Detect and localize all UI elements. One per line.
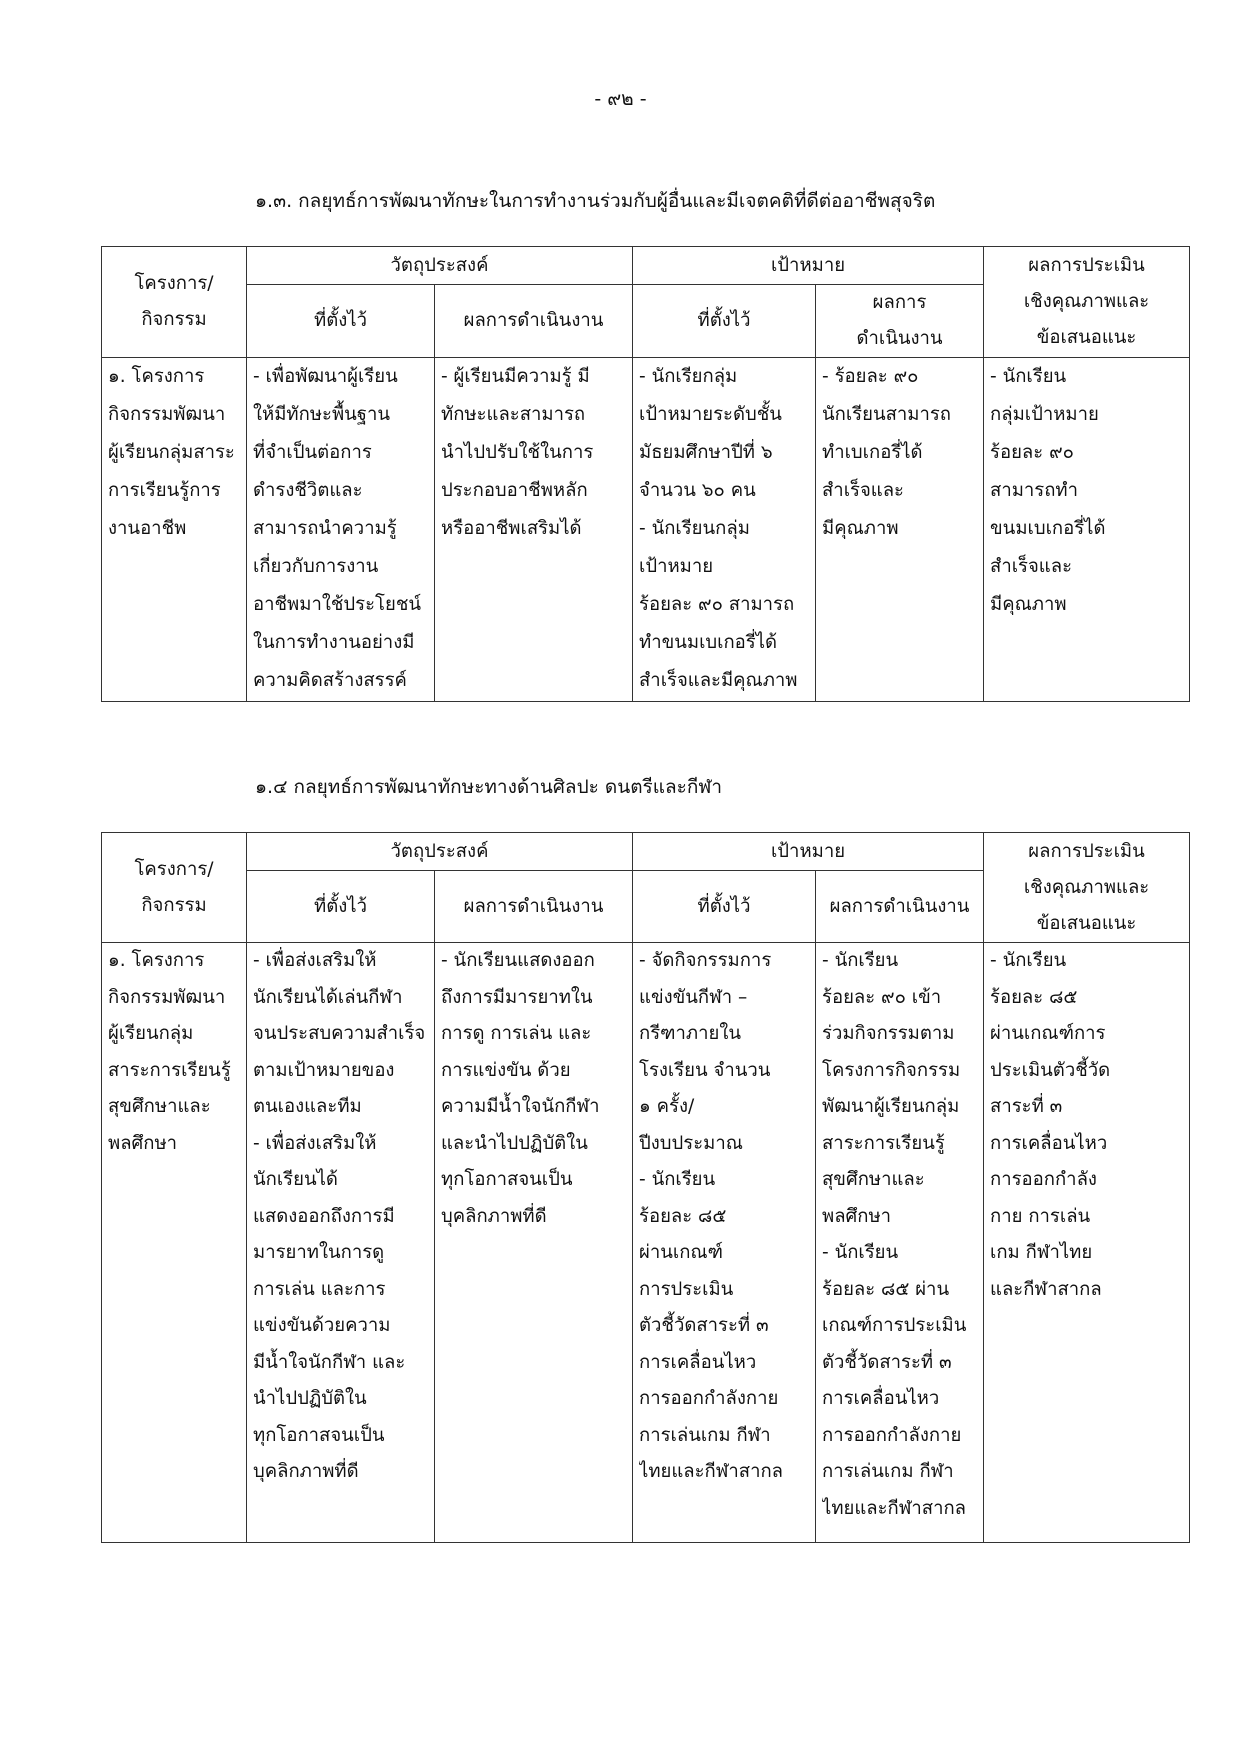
cell-line: สามารถนำความรู้ xyxy=(253,518,397,539)
cell-line: นำไปปฏิบัติใน xyxy=(253,1388,367,1409)
cell-line: สาระการเรียนรู้ xyxy=(108,1059,231,1081)
cell-line: ๑ ครั้ง/ xyxy=(639,1096,695,1117)
cell-line: - นักเรียกลุ่ม xyxy=(639,366,738,387)
strategy-table-1-4 xyxy=(101,832,1190,1543)
cell-line: - นักเรียน xyxy=(990,366,1067,387)
cell-line: การดู การเล่น และ xyxy=(441,1023,592,1044)
cell-line: กลุ่มเป้าหมาย xyxy=(990,404,1099,425)
cell-line: อาชีพมาใช้ประโยชน์ xyxy=(253,594,422,615)
cell-line: - เพื่อส่งเสริมให้ xyxy=(253,1132,377,1154)
cell-line: มัธยมศึกษาปีที่ ๖ xyxy=(639,442,773,463)
cell-line: การเรียนรู้การ xyxy=(108,480,221,501)
cell-line: ความมีน้ำใจนักกีฬา xyxy=(441,1096,600,1117)
cell-line: เป้าหมายระดับชั้น xyxy=(639,404,782,425)
cell-line: พลศึกษา xyxy=(822,1205,892,1227)
cell-objective-set xyxy=(247,943,435,1543)
cell-line: การเล่น และการ xyxy=(253,1278,386,1300)
cell-line: การออกกำลังกาย xyxy=(822,1424,962,1446)
header-objective-result: ผลการดำเนินงาน xyxy=(435,871,633,943)
cell-target-result xyxy=(816,358,984,702)
cell-line: ร้อยละ ๘๕ xyxy=(639,1205,727,1227)
cell-line: ทักษะและสามารถ xyxy=(441,404,586,425)
cell-line: จำนวน ๖๐ คน xyxy=(639,480,756,501)
cell-line: ร้อยละ ๙๐ เข้า xyxy=(822,986,942,1008)
cell-line: การเคลื่อนไหว xyxy=(990,1132,1108,1154)
cell-line: แข่งขันด้วยความ xyxy=(253,1315,391,1336)
cell-objective-result xyxy=(435,358,633,702)
cell-line: ทุกโอกาสจนเป็น xyxy=(253,1424,385,1446)
header-project xyxy=(102,247,247,358)
cell-line: การเคลื่อนไหว xyxy=(822,1388,940,1409)
cell-objective-result xyxy=(435,943,633,1543)
cell-line: ทำขนมเบเกอรี่ได้ xyxy=(639,632,778,653)
cell-line: การแข่งขัน ด้วย xyxy=(441,1059,571,1081)
cell-line: กาย การเล่น xyxy=(990,1205,1091,1227)
cell-line: และกีฬาสากล xyxy=(990,1278,1102,1300)
cell-line: ผู้เรียนกลุ่มสาระ xyxy=(108,442,235,463)
section-heading-1-3: ๑.๓. กลยุทธ์การพัฒนาทักษะในการทำงานร่วมกับผู้อื่นและมีเจตคติที่ดีต่ออาชีพสุจริต xyxy=(255,190,936,212)
cell-line: สำเร็จและมีคุณภาพ xyxy=(639,670,798,691)
cell-line: ๑. โครงการ xyxy=(108,366,205,387)
section-heading-1-4: ๑.๔ กลยุทธ์การพัฒนาทักษะทางด้านศิลปะ ดนตรีและกีฬา xyxy=(255,776,723,798)
cell-line: หรืออาชีพเสริมได้ xyxy=(441,518,582,539)
cell-line: สำเร็จและ xyxy=(990,556,1073,577)
cell-line: ให้มีทักษะพื้นฐาน xyxy=(253,404,391,425)
cell-line: ประกอบอาชีพหลัก xyxy=(441,480,588,501)
cell-project xyxy=(102,943,247,1543)
header-evaluation xyxy=(984,247,1190,358)
cell-line: ผลการประเมิน xyxy=(1028,840,1145,862)
cell-line: กิจกรรม xyxy=(141,309,207,330)
cell-line: สุขศึกษาและ xyxy=(822,1169,925,1190)
cell-line: - ร้อยละ ๙๐ xyxy=(822,366,919,387)
cell-line: - นักเรียน xyxy=(822,950,899,971)
header-target-result xyxy=(816,285,984,358)
cell-line: ตัวชี้วัดสาระที่ ๓ xyxy=(639,1315,769,1336)
cell-line: สำเร็จและ xyxy=(822,480,904,501)
cell-line: มีน้ำใจนักกีฬา และ xyxy=(253,1351,406,1373)
cell-line: - เพื่อพัฒนาผู้เรียน xyxy=(253,366,398,387)
page-number: - ๙๒ - xyxy=(594,88,647,110)
cell-objective-set xyxy=(247,358,435,702)
cell-line: การเล่นเกม กีฬา xyxy=(822,1461,954,1482)
cell-line: แสดงออกถึงการมี xyxy=(253,1205,395,1227)
cell-line: แข่งขันกีฬา – xyxy=(639,986,748,1008)
cell-line: นำไปปรับใช้ในการ xyxy=(441,442,594,463)
cell-line: สาระที่ ๓ xyxy=(990,1096,1063,1117)
cell-line: กรีฑาภายใน xyxy=(639,1023,742,1044)
cell-line: ร้อยละ ๘๕ ผ่าน xyxy=(822,1278,950,1300)
cell-line: โรงเรียน จำนวน xyxy=(639,1059,771,1081)
header-objective-set: ที่ตั้งไว้ xyxy=(247,871,435,943)
cell-target-set xyxy=(633,943,816,1543)
cell-line: ร่วมกิจกรรมตาม xyxy=(822,1023,955,1044)
cell-line: - นักเรียนแสดงออก xyxy=(441,950,595,971)
cell-line: ในการทำงานอย่างมี xyxy=(253,632,415,653)
cell-evaluation xyxy=(984,358,1190,702)
cell-line: มารยาทในการดู xyxy=(253,1242,385,1263)
cell-line: เกณฑ์การประเมิน xyxy=(822,1315,967,1336)
cell-line: นักเรียนสามารถ xyxy=(822,404,952,425)
cell-line: งานอาชีพ xyxy=(108,518,187,539)
cell-line: ตามเป้าหมายของ xyxy=(253,1059,395,1081)
cell-line: ขนมเบเกอรี่ได้ xyxy=(990,518,1106,539)
cell-line: การออกกำลัง xyxy=(990,1169,1097,1190)
cell-line: การออกกำลังกาย xyxy=(639,1388,779,1409)
cell-line: โครงการ/ xyxy=(134,273,214,294)
header-target-set: ที่ตั้งไว้ xyxy=(633,871,816,943)
cell-line: ไทยและกีฬาสากล xyxy=(639,1461,784,1482)
header-objective-result: ผลการดำเนินงาน xyxy=(435,285,633,358)
cell-line: - จัดกิจกรรมการ xyxy=(639,950,772,971)
cell-line: ข้อเสนอแนะ xyxy=(1036,912,1137,934)
cell-line: ไทยและกีฬาสากล xyxy=(822,1497,967,1519)
cell-line: กิจกรรมพัฒนา xyxy=(108,986,226,1008)
cell-line: ปีงบประมาณ xyxy=(639,1132,743,1154)
cell-line: ร้อยละ ๙๐ xyxy=(990,442,1074,463)
cell-line: - นักเรียน xyxy=(990,950,1067,971)
cell-line: เป้าหมาย xyxy=(639,556,714,577)
cell-line: เชิงคุณภาพและ xyxy=(1023,291,1150,312)
cell-line: - เพื่อส่งเสริมให้ xyxy=(253,950,377,971)
cell-line: ตนเองและทีม xyxy=(253,1096,362,1117)
cell-line: ดำรงชีวิตและ xyxy=(253,480,363,501)
cell-line: ผลการประเมิน xyxy=(1028,255,1145,276)
cell-line: นักเรียนได้เล่นกีฬา xyxy=(253,986,403,1008)
cell-line: บุคลิกภาพที่ดี xyxy=(253,1461,359,1482)
cell-line: และนำไปปฏิบัติใน xyxy=(441,1132,588,1154)
cell-project xyxy=(102,358,247,702)
cell-line: ประเมินตัวชี้วัด xyxy=(990,1059,1111,1081)
strategy-table-1-3 xyxy=(101,246,1190,702)
cell-line: ผ่านเกณฑ์การ xyxy=(990,1023,1106,1044)
cell-line: ๑. โครงการ xyxy=(108,950,205,971)
cell-line: การเล่นเกม กีฬา xyxy=(639,1424,771,1446)
cell-line: การประเมิน xyxy=(639,1278,734,1300)
cell-target-set xyxy=(633,358,816,702)
cell-line: เกม กีฬาไทย xyxy=(990,1242,1093,1263)
header-target: เป้าหมาย xyxy=(633,247,984,285)
cell-line: กิจกรรม xyxy=(141,894,207,916)
cell-line: ทุกโอกาสจนเป็น xyxy=(441,1169,573,1190)
cell-line: ผลการ xyxy=(872,292,927,313)
cell-line: - นักเรียน xyxy=(822,1242,899,1263)
header-objective-set: ที่ตั้งไว้ xyxy=(247,285,435,358)
cell-line: จนประสบความสำเร็จ xyxy=(253,1023,426,1044)
header-target-set: ที่ตั้งไว้ xyxy=(633,285,816,358)
cell-line: สามารถทำ xyxy=(990,480,1079,501)
cell-line: ร้อยละ ๙๐ สามารถ xyxy=(639,594,795,615)
cell-line: บุคลิกภาพที่ดี xyxy=(441,1205,547,1227)
cell-line: ทำเบเกอรี่ได้ xyxy=(822,442,923,463)
header-target: เป้าหมาย xyxy=(633,833,984,871)
cell-line: พลศึกษา xyxy=(108,1132,178,1154)
cell-line: โครงการกิจกรรม xyxy=(822,1059,961,1081)
cell-target-result xyxy=(816,943,984,1543)
cell-line: ร้อยละ ๘๕ xyxy=(990,986,1078,1008)
cell-line: - ผู้เรียนมีความรู้ มี xyxy=(441,366,590,387)
cell-line: นักเรียนได้ xyxy=(253,1169,338,1190)
cell-line: ความคิดสร้างสรรค์ xyxy=(253,670,407,691)
cell-line: ดำเนินงาน xyxy=(856,328,943,349)
cell-line: - นักเรียนกลุ่ม xyxy=(639,518,750,539)
cell-line: เกี่ยวกับการงาน xyxy=(253,556,379,577)
cell-line: การเคลื่อนไหว xyxy=(639,1351,757,1373)
cell-line: มีคุณภาพ xyxy=(990,594,1067,615)
cell-line: ตัวชี้วัดสาระที่ ๓ xyxy=(822,1351,952,1373)
cell-line: เชิงคุณภาพและ xyxy=(1023,876,1150,898)
cell-line: โครงการ/ xyxy=(134,858,214,880)
cell-line: ผู้เรียนกลุ่ม xyxy=(108,1023,194,1044)
header-target-result: ผลการดำเนินงาน xyxy=(816,871,984,943)
header-evaluation xyxy=(984,833,1190,943)
cell-line: ผ่านเกณฑ์ xyxy=(639,1242,723,1263)
cell-line: ถึงการมีมารยาทใน xyxy=(441,986,593,1008)
cell-line: กิจกรรมพัฒนา xyxy=(108,404,226,425)
cell-line: สาระการเรียนรู้ xyxy=(822,1132,945,1154)
cell-line: พัฒนาผู้เรียนกลุ่ม xyxy=(822,1096,960,1117)
header-objective: วัตถุประสงค์ xyxy=(247,247,633,285)
cell-line: ข้อเสนอแนะ xyxy=(1036,327,1137,348)
cell-line: สุขศึกษาและ xyxy=(108,1096,211,1117)
cell-line: มีคุณภาพ xyxy=(822,518,899,539)
cell-evaluation xyxy=(984,943,1190,1543)
header-project xyxy=(102,833,247,943)
header-objective: วัตถุประสงค์ xyxy=(247,833,633,871)
cell-line: ที่จำเป็นต่อการ xyxy=(253,442,372,463)
cell-line: - นักเรียน xyxy=(639,1169,716,1190)
